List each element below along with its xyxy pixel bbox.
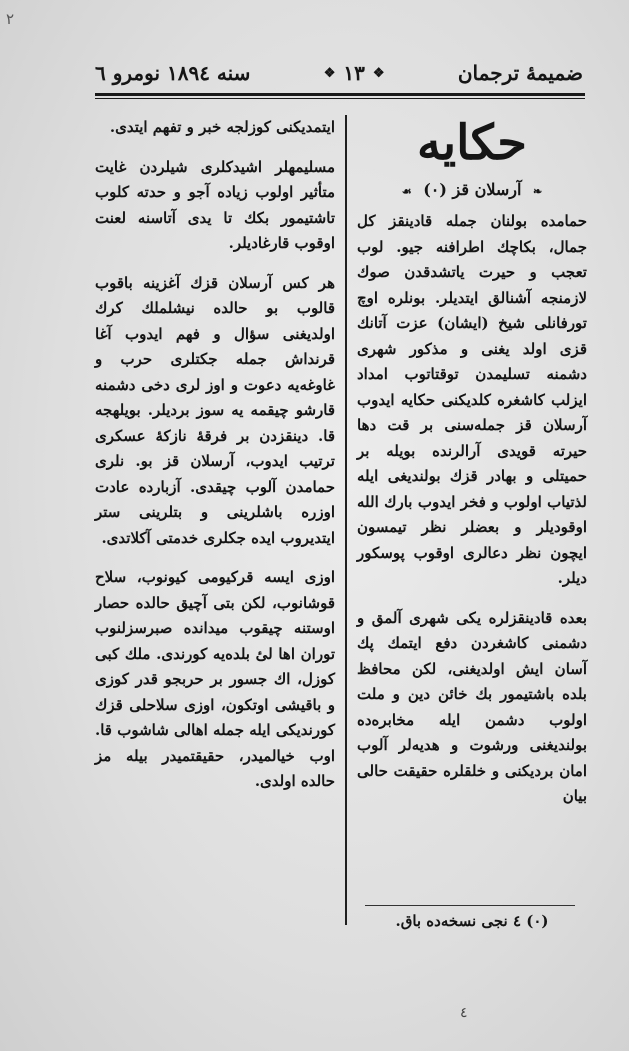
page-number: ١٣ [343,61,365,85]
ornament-icon: ❖ [323,65,336,81]
story-subtitle [357,180,587,199]
left-paragraph: اوزی ایسه قرکیومی کیونوب، سلاح قوشانوب، لکن بتی آچیق حالده حصار اوستنه چیقوب میدانده صبرسزلنوب توران اها لیٔ بلدەیه کورندی. ملك کبی کوزل، اك جسور بر حربجو قدر کوزی و باقیشی اوتکون، اوزی سلاحلی قزك کورندیکی ایله جمله اهالی شاشوب قا. اوب خیالمیدر، حقیقتمیدر بیله مز حالده اولدی. [95,568,335,790]
subtitle-text: آرسلان قز [452,180,522,199]
ornament-icon: ❧ [533,185,543,198]
left-paragraph: هر کس آرسلان قزك آغزینه باقوب قالوب بو حالده نیشلملك کرك اولدیغنی سؤال و فهم ایدوب آغا قرنداش جمله جکتلری حرب و غاوغەیه دعوت و اوز لری دخی دشمنه قارشو چیقمه یه سوز بردیلر. بویلهجه قا. دینقزدن بر فرقهٔ نازکهٔ عسکری ترتیب ایدوب، آرسلان قز بو. نلری حمامدن آلوب چیقدی. آزبارده عادت اوزره باشلرینی و بتلرینی ستر ایتدیروب ایده جکلری خدمتی آکلاتدی. [95,273,335,547]
header-rule [95,93,585,96]
page-header [95,55,583,91]
header-rule-thin [95,98,585,99]
page-bottom-mark: ٤ [460,1005,468,1021]
left-column [95,115,335,795]
right-paragraph: حمامده بولنان جمله قادینقز کل جمال، بکاچك اطرافنه جیو. لوب تعجب و حیرت یاتشدقدن صوك لازمنجه آشنالق ایتدیلر. بونلره اوچ تورفانلی شیخ (ایشان) عزت آتانك قزی اولد یغنی و مذکور شهری دشمنه تسلیمدن توقتاتوب امداد ایزلب کاشغره کلدیکنی حکایه ایدوب آرسلان قز جملەسنی بر قت دها حیرته قویدی آرالرنده بویله بر حمیتلی و بهادر قزك بولندیغی ایله لذتیاب اولوب و فخر ایدوب بارك الله اوقودیلر و بعضلر نظر تیمسون ایچون نظر دعالری اوقوب پوسکور دیلر. [357,212,587,587]
right-paragraph: بعده قادینقزلره یکی شهری آلمق و دشمنی کاشغردن دفع ایتمك پك آسان ایش اولدیغنی، لکن محافظ بلده باشتیمور بك خائن دین و ملت اولوب دشمن ایله مخابرەده بولندیغنی ورشوت و هدیەلر آلوب امان بردیکنی و خلقلره حقیقت حالی بیان [357,608,587,805]
ornament-icon: ❖ [372,65,385,81]
left-paragraph: ایتمدیکنی کوزلجه خبر و تفهم ایتدی. [109,118,335,136]
right-column [357,110,587,810]
column-divider [345,115,347,925]
subtitle-mark: (٠) [423,180,447,199]
story-title: حکایه [417,115,527,171]
ornament-icon: ☙ [401,185,412,198]
page-number-group [324,61,385,85]
footnote-rule [365,905,575,906]
issue-date: سنه ١٨٩٤ نومرو ٦ [95,61,251,85]
footnote: (٠) ٤ نجی نسخەده باق. [395,912,549,930]
left-paragraph: مسلیمهلر اشیدکلری شیلردن غایت متأثیر اولوب زیاده آجو و حدته کلوب تاشتیمور بکك تا یدی آتاسنه لعنت اوقوب قارغادیلر. [95,157,335,252]
supplement-title: ضمیمهٔ ترجمان [457,61,583,85]
corner-handwritten-mark: ۲ [6,10,15,28]
